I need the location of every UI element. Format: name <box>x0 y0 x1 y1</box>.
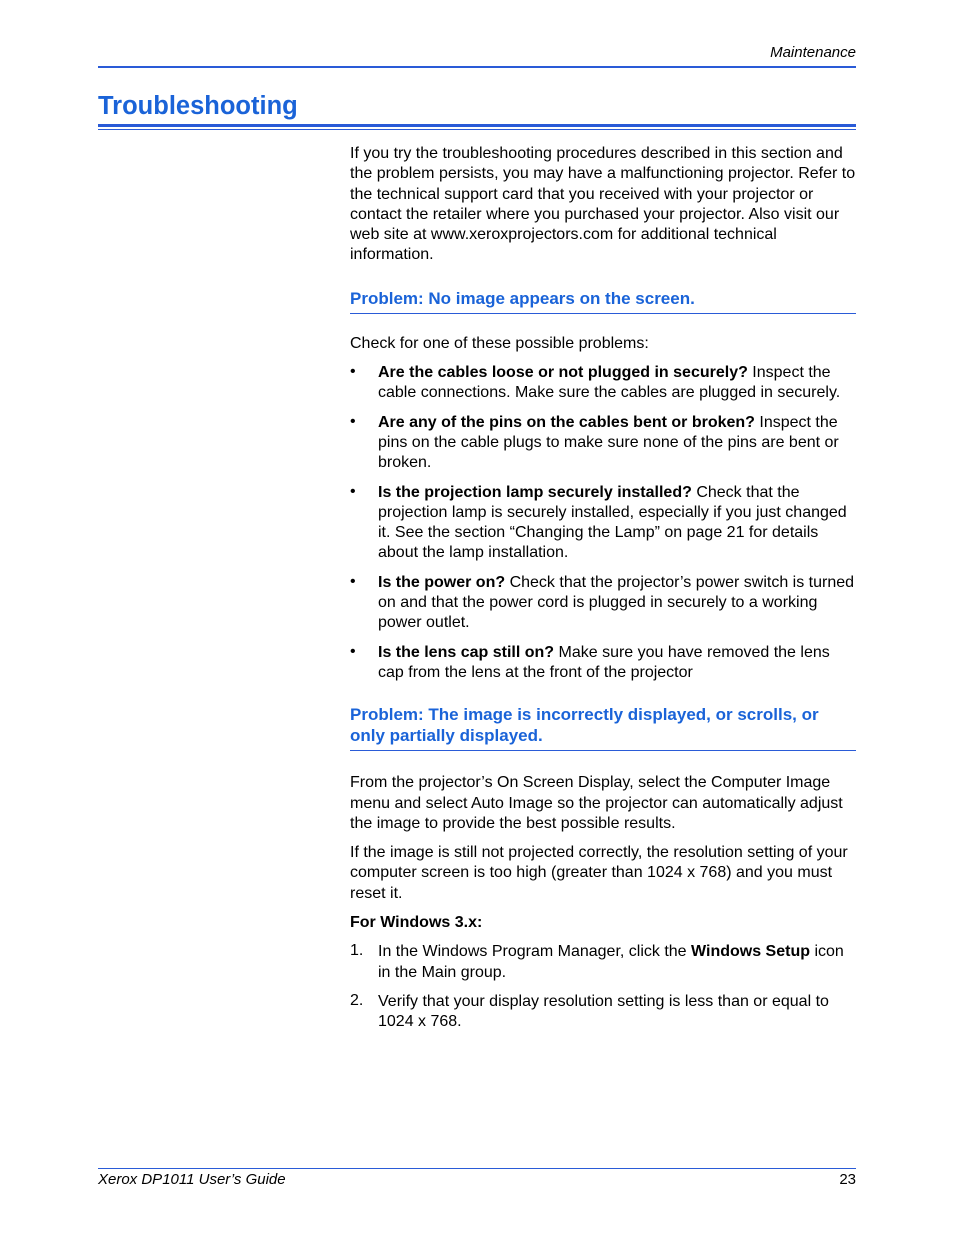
item-question: Is the lens cap still on? <box>378 643 555 661</box>
item-question: Are any of the pins on the cables bent or broken? <box>378 413 755 431</box>
item-question: Is the power on? <box>378 573 506 591</box>
title-rule-thick <box>98 124 856 127</box>
step-bold-term: Windows Setup <box>691 943 810 961</box>
step-number: 1. <box>350 942 364 960</box>
footer-guide-title: Xerox DP1011 User’s Guide <box>98 1171 286 1188</box>
list-item <box>350 413 856 474</box>
list-item <box>350 363 856 404</box>
step-text: Verify that your display resolution setting is less than or equal to 1024 x 768. <box>378 992 829 1031</box>
bullet-mark: • <box>350 572 356 590</box>
main-content <box>350 144 856 1042</box>
step-number: 2. <box>350 991 364 1009</box>
step-text-end: icon in the Main group. <box>378 943 844 981</box>
problem-checklist <box>350 363 856 683</box>
page-number: 23 <box>839 1171 856 1188</box>
problem-heading-incorrect-display: Problem: The image is incorrectly displayed, or scrolls, or only partially displayed. <box>350 704 856 751</box>
item-answer: Check that the projection lamp is securely installed, especially if you just changed it. See the section “Changing the Lamp” on page 21 for details about the lamp installation. <box>378 483 847 562</box>
item-answer: Check that the projector’s power switch is turned on and that the power cord is plugged in securely to a working power outlet. <box>378 573 855 632</box>
osd-paragraph: From the projector’s On Screen Display, select the Computer Image menu and select Auto Image so the projector can automatically adjust the image to provide the best possible results. <box>350 774 843 832</box>
windows-steps <box>350 942 856 1032</box>
running-header-section: Maintenance <box>770 44 856 61</box>
item-answer: Make sure you have removed the lens cap from the lens at the front of the projector <box>378 643 830 681</box>
item-question: Are the cables loose or not plugged in securely? <box>378 364 748 382</box>
list-item <box>350 483 856 564</box>
problem-lead-text: Check for one of these possible problems: <box>350 334 649 352</box>
list-item <box>350 643 856 684</box>
title-rule-thin <box>98 129 856 130</box>
intro-paragraph: If you try the troubleshooting procedures described in this section and the problem persists, you may have a malfunctioning projector. Refer to the technical support card that you received with your projector or contact the retailer where you purchased your projector. Also visit our web site at www.xeroxprojectors.com for additional technical information. <box>350 145 856 264</box>
bullet-mark: • <box>350 363 356 381</box>
bullet-mark: • <box>350 412 356 430</box>
page-title: Troubleshooting <box>98 92 298 120</box>
problem-heading-no-image: Problem: No image appears on the screen. <box>350 288 856 314</box>
list-item <box>350 573 856 634</box>
item-question: Is the projection lamp securely installed? <box>378 483 692 501</box>
item-answer: Inspect the pins on the cable plugs to make sure none of the pins are bent or broken. <box>378 413 839 472</box>
windows-subheading: For Windows 3.x: <box>350 914 483 932</box>
item-answer: Inspect the cable connections. Make sure the cables are plugged in securely. <box>378 364 841 402</box>
footer-rule <box>98 1168 856 1169</box>
bullet-mark: • <box>350 642 356 660</box>
step-text: In the Windows Program Manager, click the <box>378 943 692 961</box>
step-item <box>350 992 856 1033</box>
bullet-mark: • <box>350 482 356 500</box>
resolution-paragraph: If the image is still not projected correctly, the resolution setting of your computer screen is too high (greater than 1024 x 768) and you must reset it. <box>350 844 848 902</box>
step-item <box>350 942 856 983</box>
header-rule <box>98 66 856 68</box>
